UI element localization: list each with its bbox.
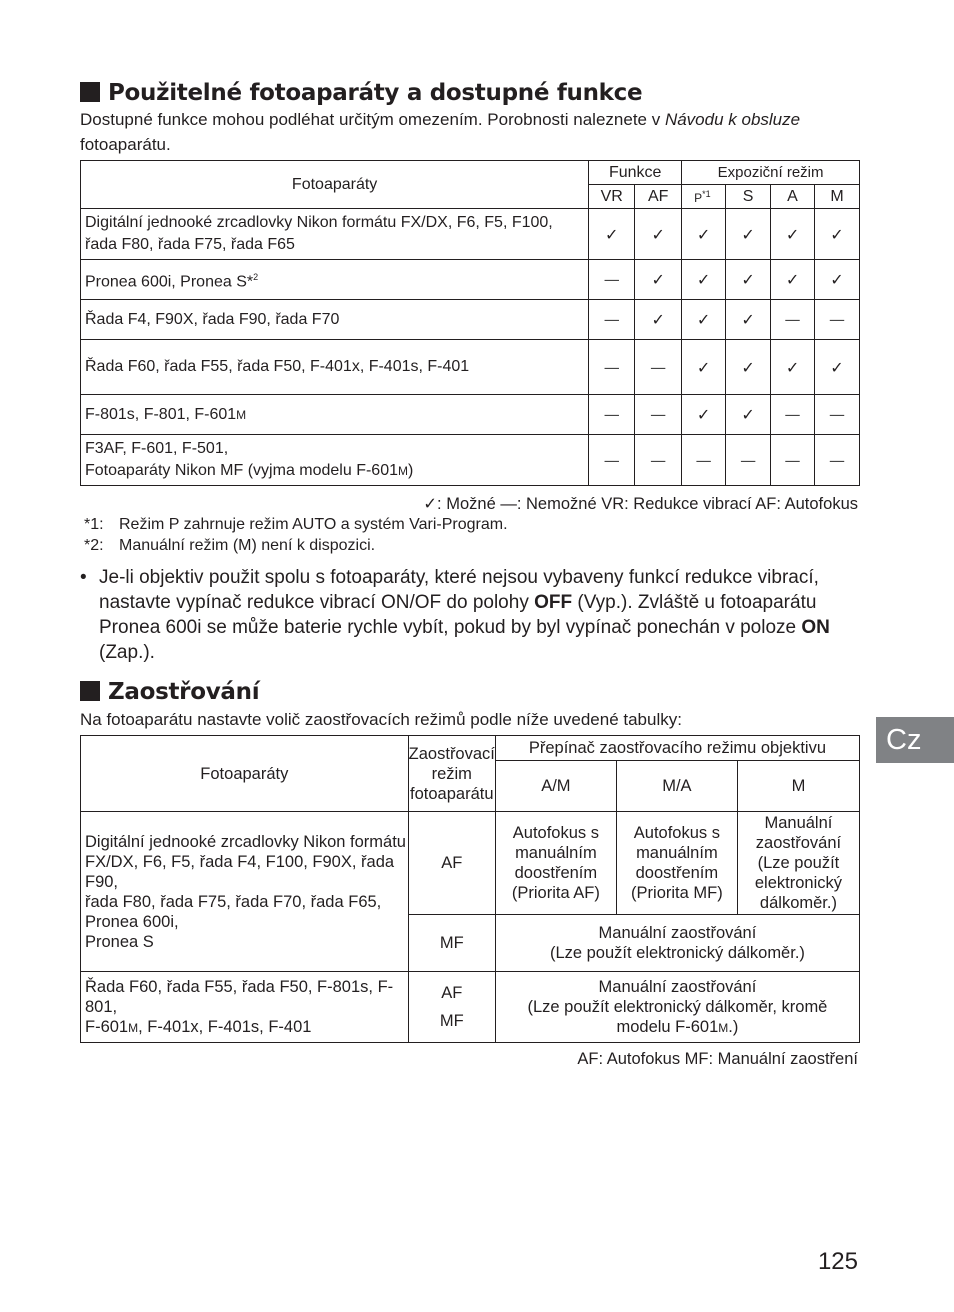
col-am: A/M xyxy=(495,761,616,812)
table-row xyxy=(81,812,860,915)
table1-legend: ✓: Možné —: Nemožné VR: Redukce vibrací AF: Autofokus xyxy=(423,495,858,513)
square-bullet-icon xyxy=(80,681,100,701)
col-vr: VR xyxy=(589,185,635,209)
check-icon: ✓ xyxy=(771,260,815,300)
check-icon: ✓ xyxy=(635,300,682,340)
table-row xyxy=(81,260,860,300)
cell-am: Autofokus s manuálním doostřením (Priorita AF) xyxy=(495,812,616,915)
col-s: S xyxy=(726,185,771,209)
dash-icon: — xyxy=(635,435,682,486)
dash-icon: — xyxy=(589,435,635,486)
check-icon: ✓ xyxy=(814,340,859,395)
check-icon: ✓ xyxy=(726,300,771,340)
check-icon: ✓ xyxy=(814,209,859,260)
check-icon: ✓ xyxy=(814,260,859,300)
cell-manual: Manuální zaostřování (Lze použít elektronický dálkoměr.) xyxy=(495,915,859,972)
col-a: A xyxy=(771,185,815,209)
dash-icon: — xyxy=(635,340,682,395)
header-lens-switch: Přepínač zaostřovacího režimu objektivu xyxy=(495,736,859,761)
header-functions: Funkce xyxy=(589,161,682,185)
camera-name: Řada F60, řada F55, řada F50, F-801s, F-801, F-601M, F-401x, F-401s, F-401 xyxy=(81,972,409,1043)
check-icon: ✓ xyxy=(771,209,815,260)
check-icon: ✓ xyxy=(726,395,771,435)
dash-icon: — xyxy=(682,435,726,486)
focus-mode-table xyxy=(80,735,860,1043)
footnote-2: *2: Manuální režim (M) není k dispozici. xyxy=(84,537,376,554)
check-icon: ✓ xyxy=(682,209,726,260)
dash-icon: — xyxy=(635,395,682,435)
section-heading-cameras xyxy=(80,79,642,107)
dash-icon: — xyxy=(589,395,635,435)
camera-name: Digitální jednooké zrcadlovky Nikon formátu FX/DX, F6, F5, F100, řada F80, řada F75, řada F65 xyxy=(81,209,589,260)
section-heading-focus xyxy=(80,678,259,706)
header-cameras: Fotoaparáty xyxy=(81,161,589,209)
dash-icon: — xyxy=(814,300,859,340)
check-icon: ✓ xyxy=(589,209,635,260)
cell-manual: Manuální zaostřování (Lze použít elektronický dálkoměr, kromě modelu F-601M.) xyxy=(495,972,859,1043)
camera-name: Řada F60, řada F55, řada F50, F-401x, F-401s, F-401 xyxy=(81,340,589,395)
dash-icon: — xyxy=(771,435,815,486)
col-m: M xyxy=(814,185,859,209)
table-row xyxy=(81,300,860,340)
dash-icon: — xyxy=(771,300,815,340)
check-icon: ✓ xyxy=(726,260,771,300)
dash-icon: — xyxy=(814,435,859,486)
camera-name: F-801s, F-801, F-601M xyxy=(81,395,589,435)
square-bullet-icon xyxy=(80,82,100,102)
check-icon: ✓ xyxy=(682,395,726,435)
manual-reference: Návodu k obsluze xyxy=(664,110,801,129)
col-p: $P^{*1}$ xyxy=(682,185,726,209)
bullet-text: Je-li objektiv použit spolu s fotoaparáty, které nejsou vybaveny funkcí redukce vibrací, nastavte vypínač redukce vibrací ON/OF do polohy OFF (Vyp.). Zvláště u fotoaparátu Pronea 600i se může baterie rychle vybít, pokud by byl vypínač ponechán v poloze ON (Zap.). xyxy=(99,567,830,663)
camera-function-table xyxy=(80,160,860,486)
bullet-icon: • xyxy=(80,567,87,588)
camera-name: Digitální jednooké zrcadlovky Nikon formátu FX/DX, F6, F5, řada F4, F100, F90X, řada F90, řada F80, řada F75, řada F70, řada F65, Pronea 600i, Pronea S xyxy=(81,812,409,972)
table-row xyxy=(81,209,860,260)
camera-modes: AF MF xyxy=(408,972,495,1043)
dash-icon: — xyxy=(589,300,635,340)
language-tab: Cz xyxy=(876,717,954,763)
camera-name: Řada F4, F90X, řada F90, řada F70 xyxy=(81,300,589,340)
dash-icon: — xyxy=(771,395,815,435)
camera-mode-af: AF xyxy=(408,812,495,915)
check-icon: ✓ xyxy=(635,260,682,300)
header-exposure-mode: Expoziční režim xyxy=(682,161,860,185)
header-camera-focus-mode: Zaostřovací režim fotoaparátu xyxy=(408,736,495,812)
table-row xyxy=(81,435,860,486)
cell-m: Manuální zaostřování (Lze použít elektronický dálkoměr.) xyxy=(737,812,859,915)
table-row xyxy=(81,395,860,435)
page-number: 125 xyxy=(817,1248,858,1275)
camera-name: F3AF, F-601, F-501, Fotoaparáty Nikon MF (vyjma modelu F-601M) xyxy=(81,435,589,486)
bullet-note xyxy=(80,565,860,665)
footnote-1: *1: Režim P zahrnuje režim AUTO a systém Vari-Program. xyxy=(84,516,508,533)
section-intro: Dostupné funkce mohou podléhat určitým omezením. Porobnosti naleznete v Návodu k obsluze fotoaparátu. xyxy=(80,110,801,154)
check-icon: ✓ xyxy=(771,340,815,395)
col-m: M xyxy=(737,761,859,812)
section-intro: Na fotoaparátu nastavte volič zaostřovacích režimů podle níže uvedené tabulky: xyxy=(80,710,682,729)
camera-name: Pronea 600i, Pronea S*$^2$ xyxy=(81,260,589,300)
check-icon: ✓ xyxy=(726,209,771,260)
table-row xyxy=(81,340,860,395)
col-ma: M/A xyxy=(616,761,737,812)
col-af: AF xyxy=(635,185,682,209)
section-title: Použitelné fotoaparáty a dostupné funkce xyxy=(108,80,643,106)
table-row xyxy=(81,972,860,1043)
check-icon: ✓ xyxy=(682,260,726,300)
table2-legend: AF: Autofokus MF: Manuální zaostření xyxy=(577,1050,858,1068)
dash-icon: — xyxy=(589,340,635,395)
camera-mode-mf: MF xyxy=(408,915,495,972)
dash-icon: — xyxy=(726,435,771,486)
section-title: Zaostřování xyxy=(108,679,260,705)
dash-icon: — xyxy=(589,260,635,300)
check-icon: ✓ xyxy=(682,340,726,395)
check-icon: ✓ xyxy=(635,209,682,260)
dash-icon: — xyxy=(814,395,859,435)
check-icon: ✓ xyxy=(726,340,771,395)
check-icon: ✓ xyxy=(682,300,726,340)
header-cameras: Fotoaparáty xyxy=(81,736,409,812)
cell-ma: Autofokus s manuálním doostřením (Priorita MF) xyxy=(616,812,737,915)
